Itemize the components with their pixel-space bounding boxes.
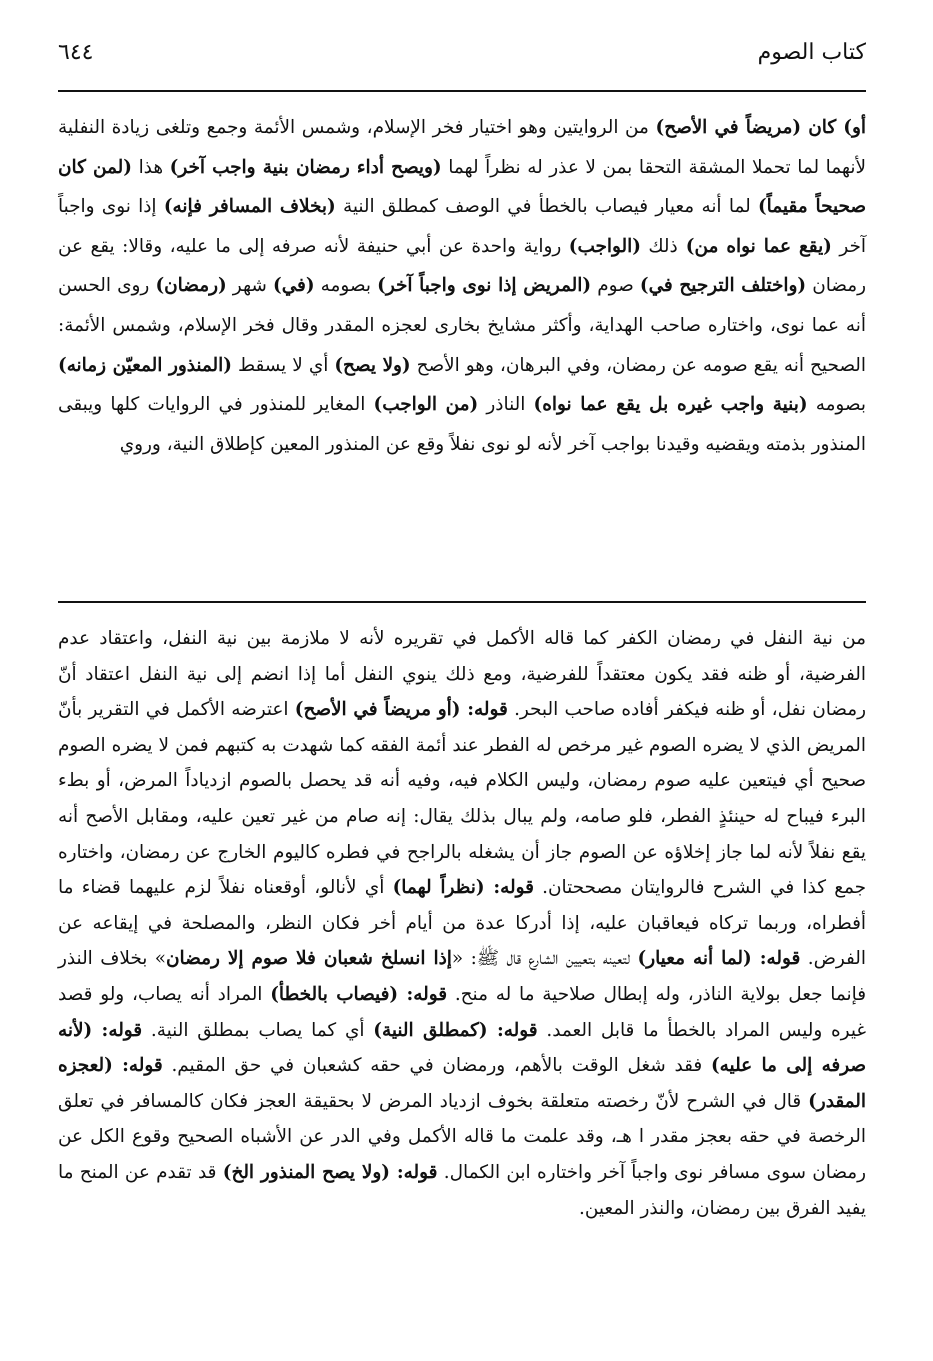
commentary-segment: أي كما يصاب بمطلق النية. — [142, 1019, 374, 1041]
main-text-segment: من الروايتين وهو اختيار فخر الإسلام، وشمس الأئمة وجمع وتلغى زيادة النفلية لأنهما لما تحملا المشقة التحقا بمن لا عذر له نظراً لهما — [58, 117, 866, 178]
book-page — [58, 36, 866, 1326]
commentary-segment: لتعينه بتعيين الشارع قال ﷺ: « — [451, 948, 638, 970]
running-title: كتاب الصوم — [757, 40, 866, 65]
main-text-segment: إذا نوى واجباً آخر — [58, 196, 866, 257]
page-header — [58, 36, 866, 86]
commentary-bold-segment: قوله: (كمطلق النية) — [373, 1019, 538, 1041]
main-text-segment: رواية واحدة عن أبي حنيفة لأنه صرفه إلى ما عليه، وقالا: يقع عن رمضان — [58, 235, 866, 297]
commentary-bold-segment: قوله: (لما أنه معيار) — [637, 948, 801, 970]
commentary-segment: قد تقدم عن المنح ما يفيد الفرق بين رمضان، والنذر المعين. — [58, 1161, 866, 1219]
main-text-segment: هذا — [131, 156, 170, 178]
main-text-segment: أي لا يسقط — [231, 354, 335, 376]
commentary-paragraph — [58, 621, 866, 1226]
main-text-bold-segment: (ولا يصح) — [334, 354, 411, 376]
commentary-bold-segment: قوله: (أو مريضاً في الأصح) — [294, 699, 508, 721]
main-text-bold-segment: (بخلاف المسافر فإنه) — [163, 196, 336, 218]
main-paragraph — [58, 108, 866, 464]
main-text — [58, 108, 866, 464]
main-text-bold-segment: (لمن كان صحيحاً مقيماً) — [58, 156, 866, 218]
main-text-bold-segment: (المنذور المعيّن زمانه) — [58, 354, 232, 376]
commentary-segment: فقد شغل الوقت بالأهم، ورمضان في حقه كشعبان في حق المقيم. — [162, 1055, 711, 1077]
main-text-segment: شهر — [226, 275, 273, 297]
commentary-bold-segment: إذا انسلخ شعبان فلا صوم إلا رمضان — [166, 948, 452, 970]
main-text-bold-segment: (الواجب) — [568, 235, 641, 257]
commentary-bold-segment: قوله: (لأنه صرفه إلى ما عليه) — [58, 1019, 866, 1077]
main-text-bold-segment: (رمضان) — [155, 275, 227, 297]
commentary-segment: قال في الشرح لأنّ رخصته متعلقة بخوف ازدياد المرض لا بحقيقة العجز فكان كالمسافر في تعلق الرخصة في حقه بعجز مقدر ا هـ، وقد علمت ما قاله الأكمل وفي الدر عن الأشباه الصحيح وقوع الكل عن رمضان سوى مسافر نوى واجباً آخر واختاره ابن الكمال. — [58, 1090, 866, 1183]
main-text-bold-segment: (بنية واجب غيره بل يقع عما نواه) — [533, 394, 808, 416]
commentary-segment: اعترضه الأكمل في التقرير بأنّ المريض الذي لا يضره الصوم غير مرخص له الفطر عند أئمة الفقه كما شهدت به كتبهم فمن لا يضره الصوم صحيح أي فيتعين عليه صوم رمضان، وليس الكلام فيه، وفيه أنه قد يحصل بالصوم ازدياداً المرض، أو بطء البرء فيباح له حينئذٍ الفطر، فلو صامه، ولم يبال بذلك يقال: إنه صام من غير تعين عليه، ومقابل الأصح أنه يقع نفلاً لأنه لما جاز إخلاؤه عن الصوم جاز أن يشغله بالراجح في فطره كاليوم الخارج عن رمضان، واختاره جمع كذا في الشرح فالروايتان مصححتان. — [58, 699, 866, 899]
page-number: ٦٤٤ — [58, 40, 94, 65]
main-text-segment: المغاير للمنذور في الروايات كلها ويبقى المنذور بذمته ويقضيه وقيدنا بواجب آخر لأنه لو نوى نفلاً وقع عن المنذور المعين كإطلاق النية، وروي — [58, 394, 866, 455]
main-text-segment: ذلك — [640, 235, 678, 257]
main-text-bold-segment: أو) كان (مريضاً في الأصح) — [655, 117, 866, 138]
main-text-segment: روى الحسن أنه عما نوى، واختاره صاحب الهداية، وأكثر مشايخ بخارى لعجزه المقدر وقال فخر الإسلام، وشمس الأئمة: الصحيح أنه يقع صومه عن رمضان، وفي البرهان، وهو الأصح — [58, 275, 866, 376]
main-text-bold-segment: (يقع عما نواه من) — [677, 235, 832, 257]
main-text-bold-segment: (ويصح أداء رمضان بنية واجب آخر) — [169, 156, 442, 178]
commentary-segment: المراد أنه يصاب، ولو قصد غيره وليس المراد بالخطأ ما قابل العمد. — [58, 983, 866, 1041]
commentary-segment: » بخلاف النذر فإنما جعل بولاية الناذر، وله إبطال صلاحية ما له منح. — [58, 948, 867, 1005]
main-text-bold-segment: (واختلف الترجيح في) — [639, 275, 807, 297]
commentary-bold-segment: قوله: (نظراً لهما) — [392, 877, 534, 899]
commentary-segment: أي لأنالو، أوقعناه نفلاً لزم عليهما قضاء ما أفطراه، وربما تركاه فيعاقبان عليه، إذا أدركا عدة من أيام أخر فكان النظر، والمصلحة في إيقاعه عن الفرض. — [58, 877, 866, 970]
commentary-segment: من نية النفل في رمضان الكفر كما قاله الأكمل في تقريره لأنه لا ملازمة بين نية النفل، واعتقاد عدم الفرضية، أو ظنه فقد يكون معتقداً للفرضية، ومع ذلك ينوي النفل أما إذا انضم إلى نية النفل اعتقاد أنّ رمضان نفل، أو ظنه فيكفر أفاده صاحب البحر. — [58, 628, 866, 721]
main-text-segment: لما أنه معيار فيصاب بالخطأ في الوصف كمطلق النية — [335, 196, 758, 218]
commentary-bold-segment: قوله: (فيصاب بالخطأ) — [270, 983, 448, 1005]
main-text-bold-segment: (من الواجب) — [373, 394, 479, 416]
main-text-segment: الناذر — [478, 394, 534, 416]
commentary-bold-segment: قوله: (لعجزه المقدر) — [58, 1055, 866, 1112]
commentary-bold-segment: قوله: (ولا يصح المنذور الخ) — [222, 1161, 438, 1183]
main-text-bold-segment: (المريض إذا نوى واجباً آخر) — [377, 275, 592, 297]
commentary-text — [58, 621, 866, 1226]
main-text-segment: صوم — [591, 275, 640, 297]
main-text-segment: بصومه — [314, 275, 378, 297]
header-divider — [58, 90, 866, 92]
main-text-segment: بصومه — [807, 394, 866, 416]
footnote-divider — [58, 601, 866, 603]
main-text-bold-segment: (في) — [273, 275, 315, 297]
